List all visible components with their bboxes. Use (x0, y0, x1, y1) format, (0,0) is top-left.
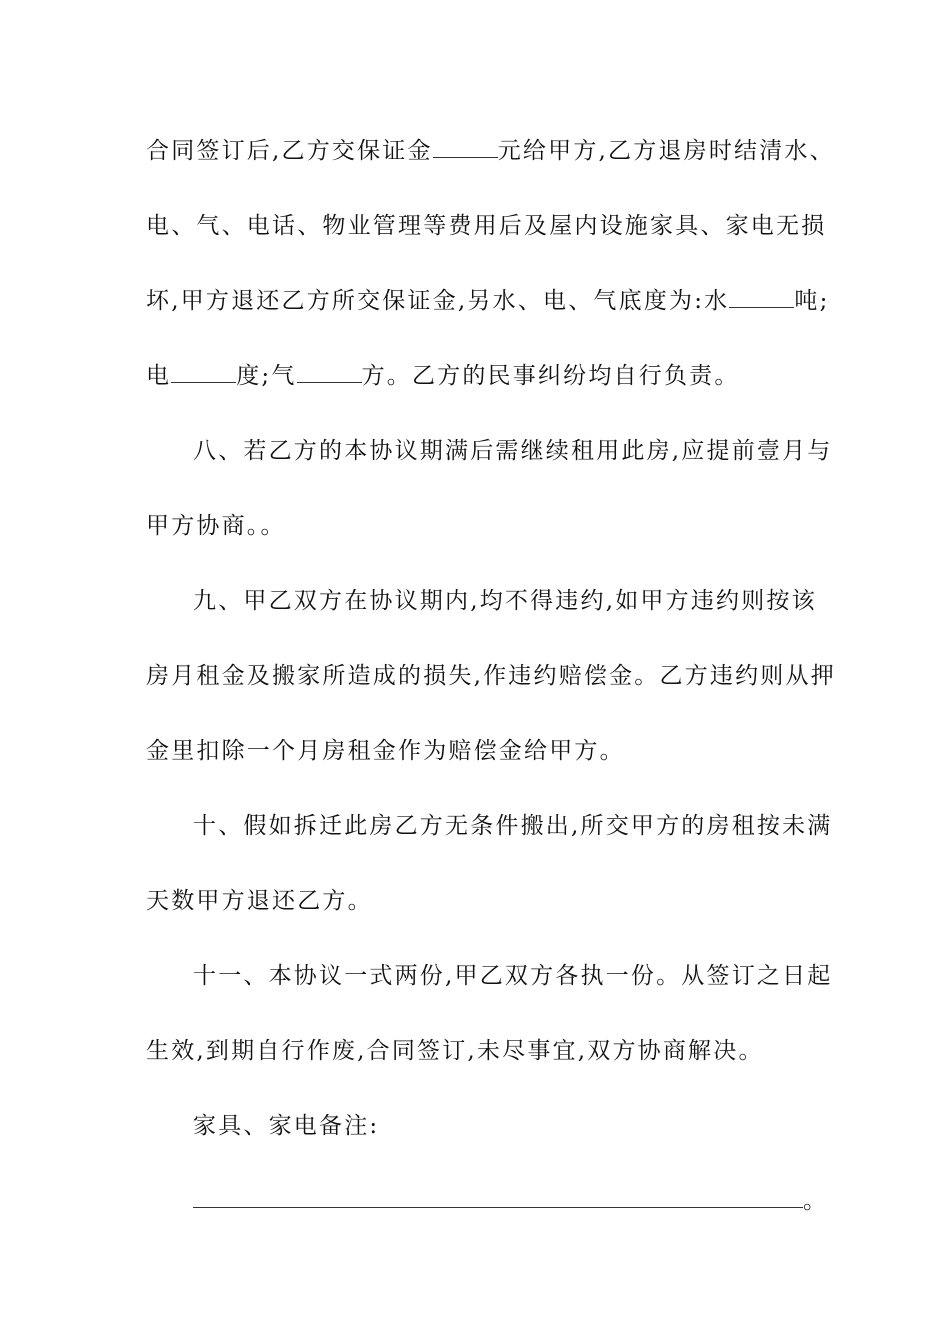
notes-blank (193, 1187, 803, 1208)
para11-line2 (146, 1036, 764, 1066)
para8-text-1: 八、若乙方的本协议期满后需继续租用此房,应提前壹月与 (193, 438, 833, 464)
para11-line1 (193, 961, 833, 991)
electricity-reading-blank (171, 362, 236, 383)
para7-line1 (146, 136, 835, 166)
para9-text-2: 房月租金及搬家所造成的损失,作违约赔偿金。乙方违约则从押 (146, 663, 836, 689)
para8-line2 (146, 511, 286, 541)
para10-line2 (146, 886, 373, 916)
notes-end-mark: 。 (803, 1188, 829, 1214)
para9-text-3: 金里扣除一个月房租金作为赔偿金给甲方。 (146, 738, 625, 764)
water-reading-blank (729, 287, 794, 308)
para7-line4 (146, 361, 740, 391)
para9-text-1: 九、甲乙双方在协议期内,均不得违约,如甲方违约则按该 (193, 588, 817, 614)
para7-line3 (146, 286, 830, 316)
para9-line1 (193, 586, 817, 616)
notes-label: 家具、家电备注: (193, 1113, 380, 1139)
para9-line3 (146, 736, 625, 766)
notes-label-line (193, 1111, 379, 1141)
para8-text-2: 甲方协商。。 (146, 513, 286, 539)
para9-line2 (146, 661, 836, 691)
para7-text-dispute: 方。乙方的民事纠纷均自行负责。 (361, 363, 740, 389)
para7-line2 (146, 211, 826, 241)
para7-text-meter: 坏,甲方退还乙方所交保证金,另水、电、气底度为:水 (146, 288, 730, 314)
para7-text-settle: 元给甲方,乙方退房时结清水、 (497, 138, 835, 164)
para8-line1 (193, 436, 833, 466)
para7-text-ton: 吨; (794, 288, 830, 314)
para11-text-2: 生效,到期自行作废,合同签订,未尽事宜,双方协商解决。 (146, 1038, 764, 1064)
notes-blank-line (193, 1186, 828, 1216)
deposit-amount-blank (433, 137, 498, 158)
para7-text-fees: 电、气、电话、物业管理等费用后及屋内设施家具、家电无损 (146, 213, 827, 239)
para7-text-gas: 度;气 (236, 363, 297, 389)
para11-text-1: 十一、本协议一式两份,甲乙双方各执一份。从签订之日起 (193, 963, 833, 989)
para10-line1 (193, 811, 833, 841)
gas-reading-blank (297, 362, 362, 383)
para7-text-deposit: 合同签订后,乙方交保证金 (146, 138, 433, 164)
para10-text-2: 天数甲方退还乙方。 (146, 888, 373, 914)
para7-text-elec: 电 (146, 363, 172, 389)
para10-text-1: 十、假如拆迁此房乙方无条件搬出,所交甲方的房租按未满 (193, 813, 833, 839)
